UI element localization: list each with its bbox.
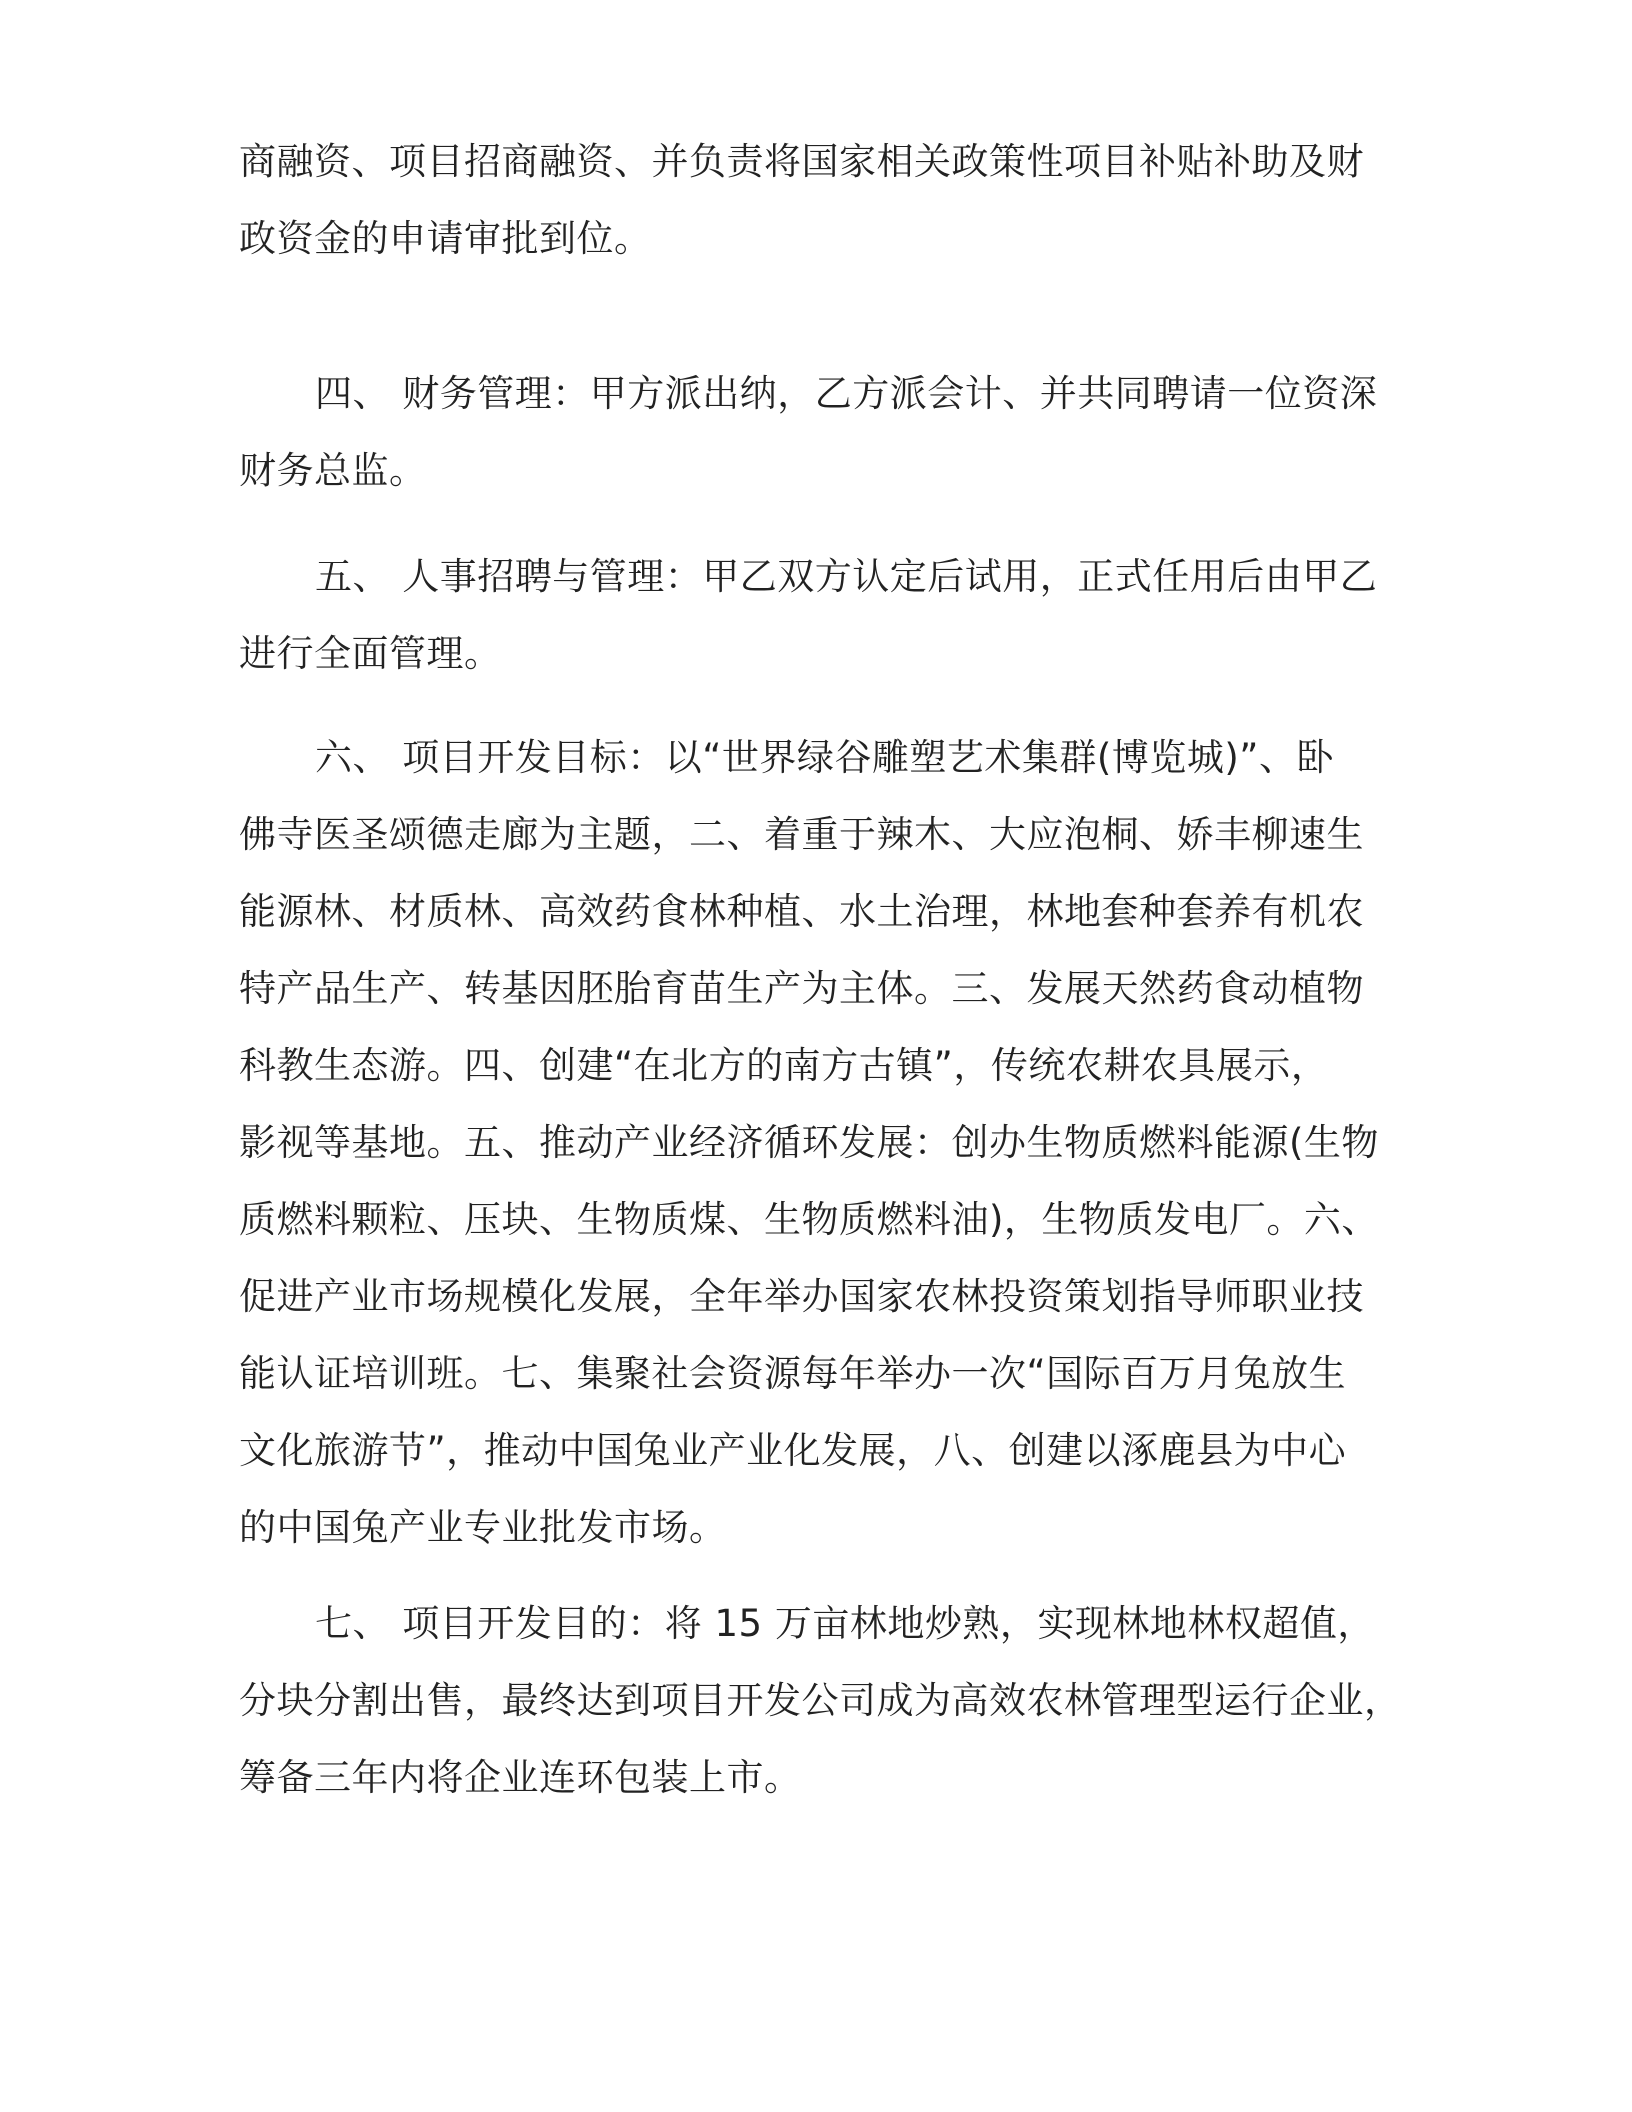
paragraph-line: 科教生态游。四、创建“在北方的南方古镇”，传统农耕农具展示， [239,1044,1329,1087]
paragraph-line: 四、 财务管理：甲方派出纳，乙方派会计、并共同聘请一位资深 [315,372,1378,415]
paragraph-line: 能源林、材质林、高效药食林种植、水土治理，林地套种套养有机农 [239,890,1364,933]
paragraph-line: 七、 项目开发目的：将 15 万亩林地炒熟，实现林地林权超值， [315,1602,1375,1645]
paragraph-6 [239,719,1379,1566]
paragraph-7 [239,1585,1402,1816]
paragraph-5 [239,538,1378,692]
paragraph-line: 筹备三年内将企业连环包装上市。 [239,1756,802,1799]
paragraph-line: 影视等基地。五、推动产业经济循环发展：创办生物质燃料能源(生物 [239,1121,1379,1164]
paragraph-line: 商融资、项目招商融资、并负责将国家相关政策性项目补贴补助及财 [239,140,1364,183]
paragraph-3-continuation [239,123,1369,277]
paragraph-4 [239,355,1378,509]
paragraph-line: 政资金的申请审批到位。 [239,217,652,260]
paragraph-line: 财务总监。 [239,449,427,492]
paragraph-line: 文化旅游节”，推动中国兔业产业化发展，八、创建以涿鹿县为中心 [239,1429,1347,1472]
paragraph-line: 进行全面管理。 [239,632,502,675]
paragraph-line: 的中国兔产业专业批发市场。 [239,1506,727,1549]
paragraph-line: 分块分割出售，最终达到项目开发公司成为高效农林管理型运行企业， [239,1679,1402,1722]
paragraph-line: 佛寺医圣颂德走廊为主题，二、着重于辣木、大应泡桐、娇丰柳速生 [239,813,1364,856]
paragraph-line: 能认证培训班。七、集聚社会资源每年举办一次“国际百万月兔放生 [239,1352,1347,1395]
paragraph-line: 五、 人事招聘与管理：甲乙双方认定后试用，正式任用后由甲乙 [315,555,1378,598]
paragraph-line: 促进产业市场规模化发展，全年举办国家农林投资策划指导师职业技 [239,1275,1364,1318]
paragraph-line: 特产品生产、转基因胚胎育苗生产为主体。三、发展天然药食动植物 [239,967,1364,1010]
paragraph-line: 六、 项目开发目标：以“世界绿谷雕塑艺术集群(博览城)”、卧 [315,736,1334,779]
paragraph-line: 质燃料颗粒、压块、生物质煤、生物质燃料油)，生物质发电厂。六、 [239,1198,1379,1241]
